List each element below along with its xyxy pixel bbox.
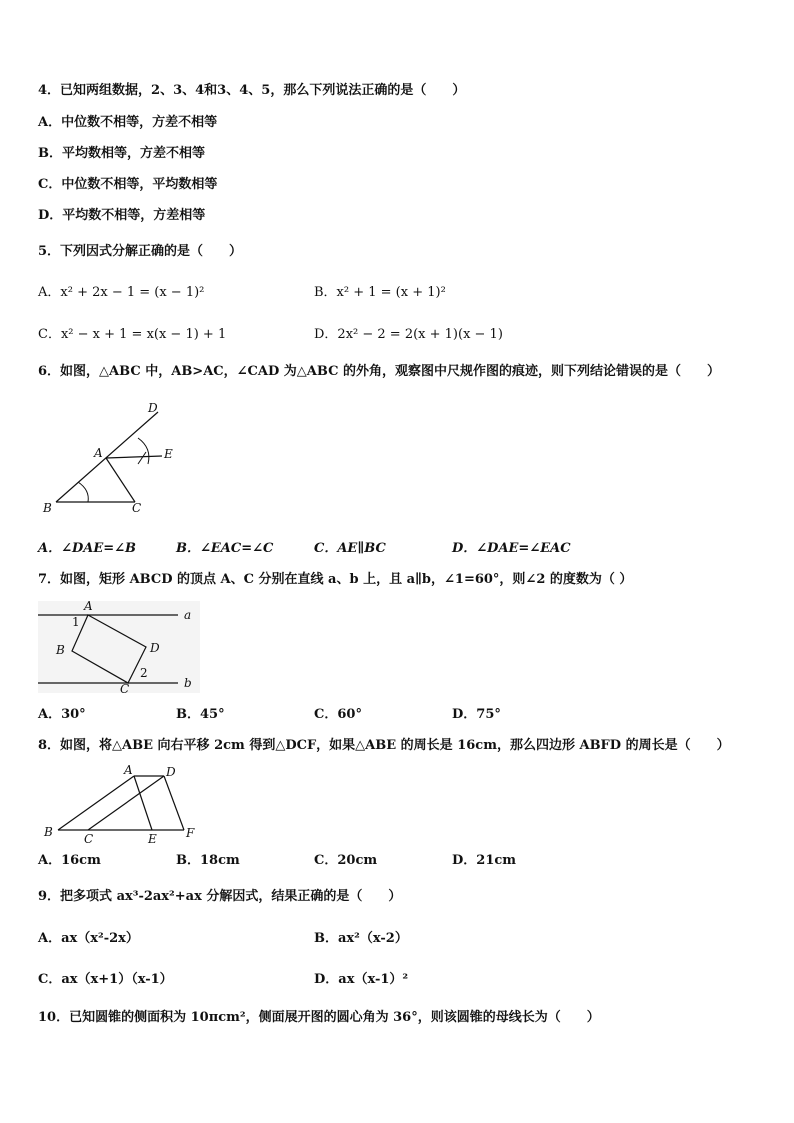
q7-option-c: C．60°: [314, 707, 362, 722]
q8-line-ae: [134, 776, 152, 830]
q6-label-b: B: [43, 501, 52, 515]
q5-option-a: A．x² + 2x − 1 = (x − 1)²: [38, 285, 205, 300]
q7-label-a: A: [84, 599, 93, 613]
q8-label-d: D: [166, 765, 176, 779]
q8-option-a: A．16cm: [38, 853, 101, 868]
q7-label-2: 2: [140, 666, 148, 680]
q8-line-df: [164, 776, 184, 830]
q8-label-c: C: [84, 832, 94, 846]
q7-label-b: B: [56, 643, 65, 657]
q7-label-d: D: [150, 641, 160, 655]
q6-option-a: A．∠DAE=∠B: [38, 541, 137, 556]
q6-figure: [38, 398, 198, 523]
q5-option-c: C．x² − x + 1 = x(x − 1) + 1: [38, 327, 227, 342]
q8-label-e: E: [148, 832, 157, 846]
q8-option-b: B．18cm: [176, 853, 240, 868]
q8-label-b: B: [44, 825, 53, 839]
q5-stem: 5．下列因式分解正确的是（ ）: [38, 244, 243, 259]
q9-option-d: D．ax（x-1）²: [314, 972, 409, 987]
q4-option-a: A．中位数不相等，方差不相等: [38, 115, 218, 130]
q8-option-d: D．21cm: [452, 853, 517, 868]
q7-label-1: 1: [72, 615, 80, 629]
q6-arc-b: [78, 482, 88, 502]
q6-option-d: D．∠DAE=∠EAC: [452, 541, 571, 556]
q8-line-ab: [58, 776, 134, 830]
q7-stem: 7．如图，矩形 ABCD 的顶点 A、C 分别在直线 a、b 上，且 a∥b，∠1=60°，则∠2 的度数为（ ）: [38, 572, 633, 587]
q6-label-a: A: [94, 446, 103, 460]
q7-option-a: A．30°: [38, 707, 86, 722]
q6-line-ac: [106, 458, 135, 502]
q9-option-a: A．ax（x²-2x）: [38, 931, 139, 946]
q7-label-line-a: a: [184, 608, 192, 622]
q8-line-dc: [88, 776, 164, 830]
q7-option-b: B．45°: [176, 707, 225, 722]
q6-arc-a: [138, 438, 149, 464]
q9-stem: 9．把多项式 ax³-2ax²+ax 分解因式，结果正确的是（ ）: [38, 889, 402, 904]
q9-option-c: C．ax（x+1）（x-1）: [38, 972, 173, 987]
q6-label-e: E: [164, 447, 173, 461]
q4-option-b: B．平均数相等，方差不相等: [38, 146, 205, 161]
q7-rectangle: [72, 615, 146, 683]
q8-label-f: F: [186, 826, 195, 840]
q6-stem: 6．如图，△ABC 中，AB>AC，∠CAD 为△ABC 的外角，观察图中尺规作图的痕迹，则下列结论错误的是（ ）: [38, 364, 720, 379]
q10-stem: 10．已知圆锥的侧面积为 10πcm²，侧面展开图的圆心角为 36°，则该圆锥的母线长为（ ）: [38, 1010, 600, 1025]
q6-label-c: C: [132, 501, 142, 515]
q4-option-d: D．平均数不相等，方差相等: [38, 208, 206, 223]
q7-label-line-b: b: [184, 676, 192, 690]
q5-option-d: D．2x² − 2 = 2(x + 1)(x − 1): [314, 327, 503, 342]
q5-option-b: B．x² + 1 = (x + 1)²: [314, 285, 446, 300]
q6-label-d: D: [148, 401, 158, 415]
q7-option-d: D．75°: [452, 707, 501, 722]
q8-option-c: C．20cm: [314, 853, 378, 868]
q6-line-ae: [106, 456, 162, 458]
q7-figure: [38, 599, 200, 696]
q6-option-b: B．∠EAC=∠C: [176, 541, 274, 556]
q8-label-a: A: [124, 763, 133, 777]
q6-option-c: C．AE∥BC: [314, 541, 386, 556]
q4-stem: 4．已知两组数据，2、3、4和3、4、5，那么下列说法正确的是（ ）: [38, 83, 466, 98]
q9-option-b: B．ax²（x-2）: [314, 931, 408, 946]
q6-tick: [138, 452, 146, 464]
q7-label-c: C: [120, 682, 130, 696]
q8-stem: 8．如图，将△ABE 向右平移 2cm 得到△DCF，如果△ABE 的周长是 16cm，那么四边形 ABFD 的周长是（ ）: [38, 738, 730, 753]
q8-figure: [38, 764, 203, 846]
q4-option-c: C．中位数不相等，平均数相等: [38, 177, 218, 192]
